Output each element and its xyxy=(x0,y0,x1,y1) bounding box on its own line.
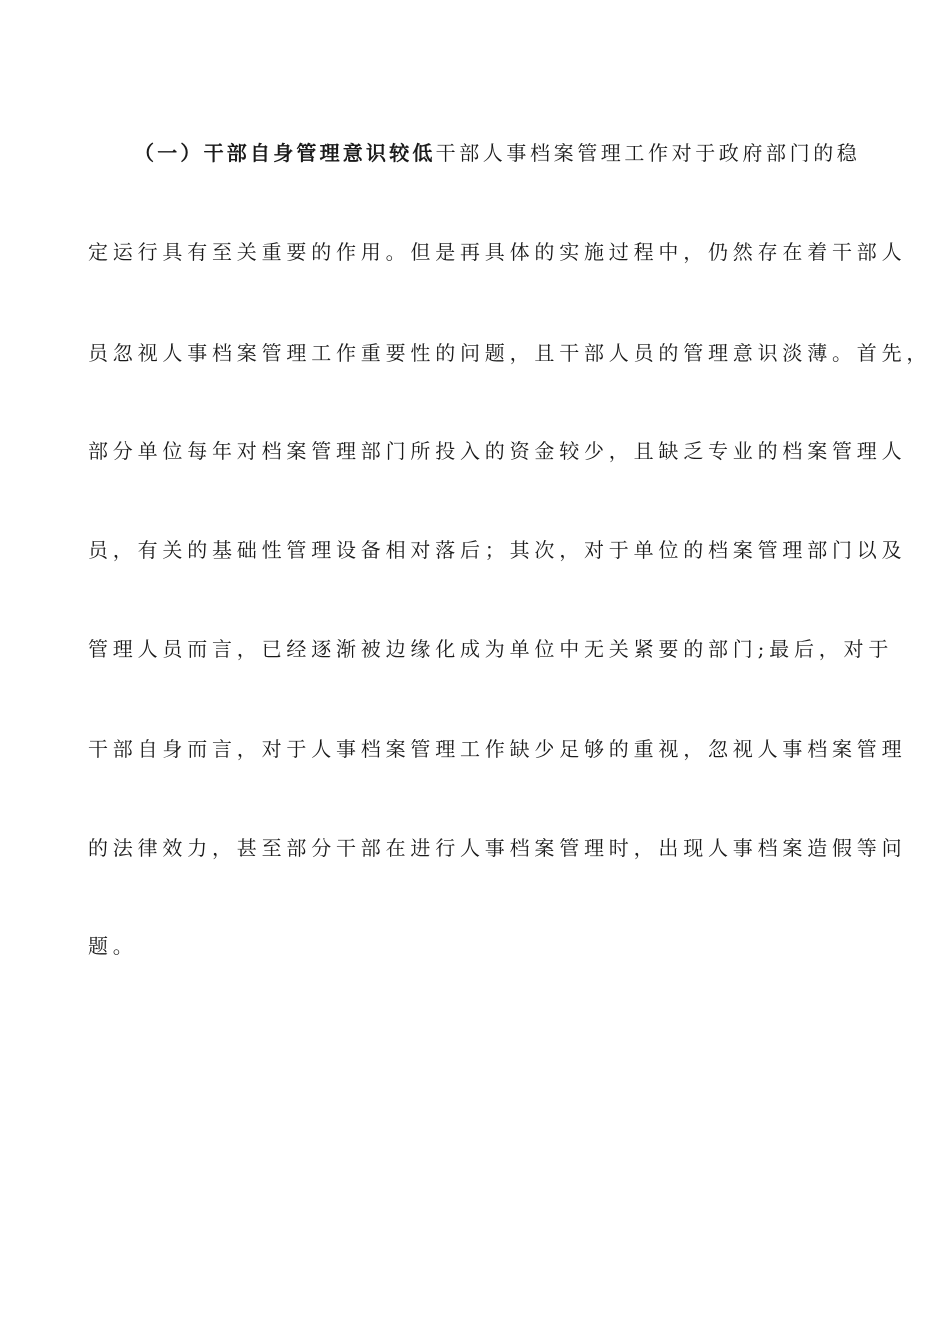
paragraph-line-7: 干部自身而言，对于人事档案管理工作缺少足够的重视，忽视人事档案管理 xyxy=(88,737,907,761)
paragraph-text-1: 干部人事档案管理工作对于政府部门的稳 xyxy=(435,141,861,165)
paragraph-line-3: 员忽视人事档案管理工作重要性的问题，且干部人员的管理意识淡薄。首先， xyxy=(88,341,932,365)
paragraph-line-2: 定运行具有至关重要的作用。但是再具体的实施过程中，仍然存在着干部人 xyxy=(88,240,907,264)
paragraph-line-1 xyxy=(134,138,874,168)
paragraph-line-8: 的法律效力，甚至部分干部在进行人事档案管理时，出现人事档案造假等问 xyxy=(88,836,907,860)
paragraph-line-4: 部分单位每年对档案管理部门所投入的资金较少，且缺乏专业的档案管理人 xyxy=(88,439,907,463)
paragraph-line-5: 员，有关的基础性管理设备相对落后；其次，对于单位的档案管理部门以及 xyxy=(88,538,907,562)
paragraph-line-9: 题。 xyxy=(88,934,138,958)
section-heading: （一）干部自身管理意识较低 xyxy=(134,141,436,165)
paragraph-line-6: 管理人员而言，已经逐渐被边缘化成为单位中无关紧要的部门;最后，对于 xyxy=(88,637,894,661)
